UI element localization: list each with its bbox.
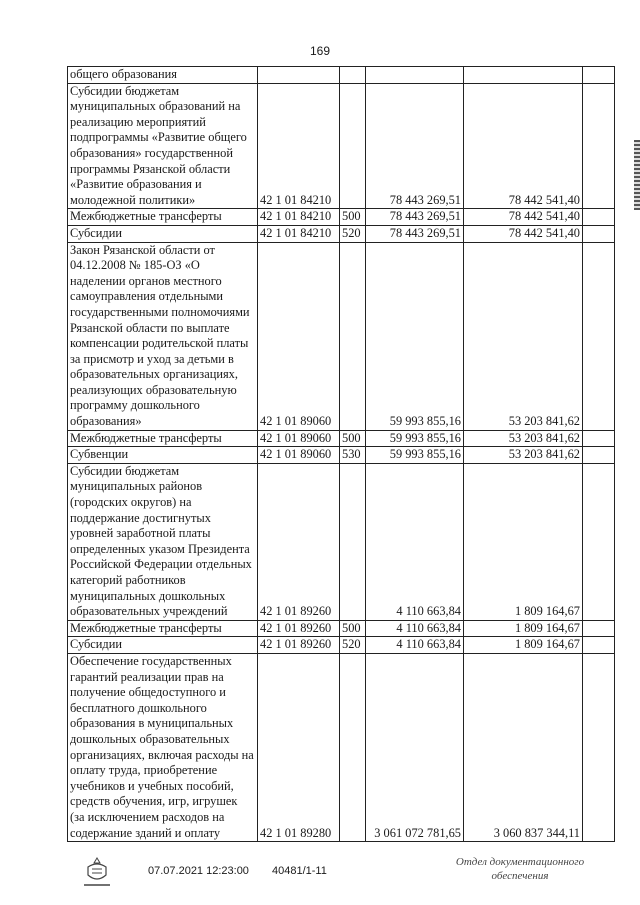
amount-executed: 78 442 541,40 bbox=[464, 225, 583, 242]
amount-extra bbox=[583, 209, 615, 226]
amount-extra bbox=[583, 463, 615, 620]
amount-extra bbox=[583, 67, 615, 84]
row-description: Субвенции bbox=[68, 447, 258, 464]
table-row bbox=[68, 620, 615, 637]
table-row bbox=[68, 242, 615, 430]
scan-edge-mark bbox=[634, 140, 640, 210]
amount-executed: 53 203 841,62 bbox=[464, 430, 583, 447]
amount-executed: 1 809 164,67 bbox=[464, 620, 583, 637]
stamp-line: обеспечения bbox=[491, 870, 549, 882]
expense-type bbox=[340, 67, 366, 84]
expense-type bbox=[340, 83, 366, 209]
budget-table bbox=[67, 66, 615, 842]
row-description: Межбюджетные трансферты bbox=[68, 620, 258, 637]
table-row bbox=[68, 225, 615, 242]
page-footer bbox=[0, 855, 640, 905]
table-row bbox=[68, 430, 615, 447]
amount-extra bbox=[583, 653, 615, 841]
row-description: Межбюджетные трансферты bbox=[68, 430, 258, 447]
coat-of-arms-icon bbox=[80, 855, 114, 889]
table-row bbox=[68, 83, 615, 209]
target-code bbox=[258, 67, 340, 84]
row-description: Межбюджетные трансферты bbox=[68, 209, 258, 226]
table-row bbox=[68, 637, 615, 654]
stamp-line: Отдел документационного bbox=[455, 856, 585, 868]
amount-planned bbox=[366, 67, 464, 84]
amount-executed: 1 809 164,67 bbox=[464, 463, 583, 620]
table-row bbox=[68, 653, 615, 841]
target-code: 42 1 01 89060 bbox=[258, 242, 340, 430]
row-description: Закон Рязанской области от 04.12.2008 № 185-ОЗ «О наделении органов местного самоуправления отдельными государственными полномочиями Рязанской области по выплате компенсации родительской платы за присмотр и уход за детьми в образовательных организациях, реализующих образовательную программу дошкольного образования» bbox=[68, 242, 258, 430]
amount-executed: 78 442 541,40 bbox=[464, 83, 583, 209]
target-code: 42 1 01 89060 bbox=[258, 430, 340, 447]
target-code: 42 1 01 89060 bbox=[258, 447, 340, 464]
expense-type bbox=[340, 653, 366, 841]
target-code: 42 1 01 84210 bbox=[258, 83, 340, 209]
row-description: Обеспечение государственных гарантий реализации прав на получение общедоступного и бесплатного дошкольного образования в муниципальных дошкольных образовательных организациях, включая расходы на оплату труда, приобретение учебников и учебных пособий, средств обучения, игр, игрушек (за исключением расходов на содержание зданий и оплату bbox=[68, 653, 258, 841]
amount-extra bbox=[583, 637, 615, 654]
target-code: 42 1 01 89260 bbox=[258, 637, 340, 654]
amount-extra bbox=[583, 83, 615, 209]
table-row bbox=[68, 447, 615, 464]
amount-planned: 59 993 855,16 bbox=[366, 242, 464, 430]
amount-planned: 59 993 855,16 bbox=[366, 430, 464, 447]
expense-type bbox=[340, 463, 366, 620]
amount-extra bbox=[583, 430, 615, 447]
row-description: Субсидии бюджетам муниципальных районов (городских округов) на поддержание достигнутых уровней заработной платы определенных указом Президента Российской Федерации отдельных категорий работников муниципальных дошкольных образовательных учреждений bbox=[68, 463, 258, 620]
expense-type bbox=[340, 242, 366, 430]
expense-type: 500 bbox=[340, 209, 366, 226]
amount-executed: 1 809 164,67 bbox=[464, 637, 583, 654]
footer-doc-number: 40481/1-11 bbox=[272, 865, 327, 877]
target-code: 42 1 01 89280 bbox=[258, 653, 340, 841]
row-description: Субсидии бюджетам муниципальных образований на реализацию мероприятий подпрограммы «Развитие общего образования» государственной программы Рязанской области «Развитие образования и молодежной политики» bbox=[68, 83, 258, 209]
amount-extra bbox=[583, 242, 615, 430]
footer-datetime: 07.07.2021 12:23:00 bbox=[148, 865, 249, 877]
amount-extra bbox=[583, 225, 615, 242]
amount-planned: 4 110 663,84 bbox=[366, 637, 464, 654]
target-code: 42 1 01 84210 bbox=[258, 209, 340, 226]
amount-executed: 53 203 841,62 bbox=[464, 242, 583, 430]
row-description: Субсидии bbox=[68, 225, 258, 242]
amount-planned: 59 993 855,16 bbox=[366, 447, 464, 464]
amount-extra bbox=[583, 447, 615, 464]
amount-executed: 3 060 837 344,11 bbox=[464, 653, 583, 841]
amount-planned: 4 110 663,84 bbox=[366, 463, 464, 620]
target-code: 42 1 01 84210 bbox=[258, 225, 340, 242]
table-row bbox=[68, 67, 615, 84]
expense-type: 530 bbox=[340, 447, 366, 464]
amount-planned: 78 443 269,51 bbox=[366, 209, 464, 226]
amount-planned: 3 061 072 781,65 bbox=[366, 653, 464, 841]
expense-type: 500 bbox=[340, 430, 366, 447]
expense-type: 520 bbox=[340, 225, 366, 242]
table-row bbox=[68, 209, 615, 226]
amount-executed: 78 442 541,40 bbox=[464, 209, 583, 226]
target-code: 42 1 01 89260 bbox=[258, 463, 340, 620]
amount-planned: 78 443 269,51 bbox=[366, 83, 464, 209]
expense-type: 500 bbox=[340, 620, 366, 637]
amount-planned: 78 443 269,51 bbox=[366, 225, 464, 242]
target-code: 42 1 01 89260 bbox=[258, 620, 340, 637]
amount-planned: 4 110 663,84 bbox=[366, 620, 464, 637]
amount-extra bbox=[583, 620, 615, 637]
table-row bbox=[68, 463, 615, 620]
amount-executed: 53 203 841,62 bbox=[464, 447, 583, 464]
row-description: общего образования bbox=[68, 67, 258, 84]
row-description: Субсидии bbox=[68, 637, 258, 654]
amount-executed bbox=[464, 67, 583, 84]
department-stamp bbox=[440, 855, 600, 883]
page-number: 169 bbox=[309, 44, 331, 58]
expense-type: 520 bbox=[340, 637, 366, 654]
